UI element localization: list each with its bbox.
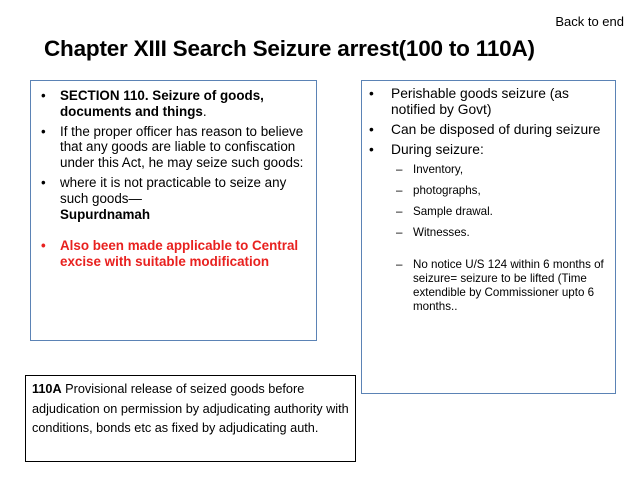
perishable-goods-list: [369, 86, 613, 321]
sub-list-item-text: Sample drawal.: [413, 205, 493, 218]
sub-list-item: [387, 205, 613, 219]
dash-icon: –: [396, 226, 403, 239]
bullet-icon: •: [41, 123, 46, 139]
back-to-end-link[interactable]: Back to end: [555, 14, 624, 29]
bullet-icon: •: [41, 174, 46, 190]
dash-icon: –: [396, 184, 403, 197]
list-item-text: If the proper officer has reason to believe that any goods are liable to confiscation under this Act, he may seize such goods:: [60, 123, 304, 171]
section-110-heading-period: .: [202, 103, 207, 119]
list-item: [41, 124, 313, 171]
list-item: [369, 142, 613, 314]
sub-list-item: [387, 258, 613, 314]
bullet-icon: •: [41, 238, 46, 254]
bullet-icon: •: [369, 86, 374, 101]
list-item: [41, 88, 313, 120]
dash-icon: –: [396, 205, 403, 218]
section-110-heading: SECTION 110. Seizure of goods, documents and things: [60, 88, 264, 119]
sub-list-item: [387, 226, 613, 240]
section-110a-note: [25, 375, 356, 462]
sub-list-item-text: photographs,: [413, 184, 481, 197]
list-item-text: Can be disposed of during seizure: [391, 122, 601, 137]
supurdnamah-term: Supurdnamah: [60, 206, 151, 222]
sub-list-item-text: Inventory,: [413, 163, 464, 176]
list-item-text: Perishable goods seizure (as notified by Govt): [391, 86, 569, 117]
list-item: [369, 122, 613, 138]
list-item-text: where it is not practicable to seize any such goods—: [60, 174, 287, 206]
list-item-highlight: [41, 238, 313, 270]
section-110a-text: Provisional release of seized goods before adjudication on permission by adjudicating authority with conditions, bonds etc as fixed by adjudicating auth.: [32, 382, 349, 435]
bullet-icon: •: [369, 122, 374, 137]
bullet-icon: •: [369, 142, 374, 157]
list-item: [41, 175, 313, 222]
list-item-text: During seizure:: [391, 142, 484, 157]
sub-list-item-text: Witnesses.: [413, 226, 470, 239]
section-110-box: [30, 80, 317, 341]
perishable-goods-box: [361, 80, 616, 394]
seizure-sub-list: [391, 163, 613, 314]
list-item: [369, 86, 613, 118]
section-110-list: [41, 88, 313, 274]
bullet-icon: •: [41, 88, 46, 103]
sub-list-item: [387, 163, 613, 177]
dash-icon: –: [396, 258, 403, 271]
sub-list-item-text: No notice U/S 124 within 6 months of seizure= seizure to be lifted (Time extendible by Commissioner upto 6 months..: [413, 258, 604, 313]
sub-list-item: [387, 184, 613, 198]
section-110a-label: 110A: [32, 382, 62, 396]
list-item-text: Also been made applicable to Central excise with suitable modification: [60, 238, 299, 270]
dash-icon: –: [396, 163, 403, 176]
slide-title: Chapter XIII Search Seizure arrest(100 to 110A): [44, 36, 535, 61]
